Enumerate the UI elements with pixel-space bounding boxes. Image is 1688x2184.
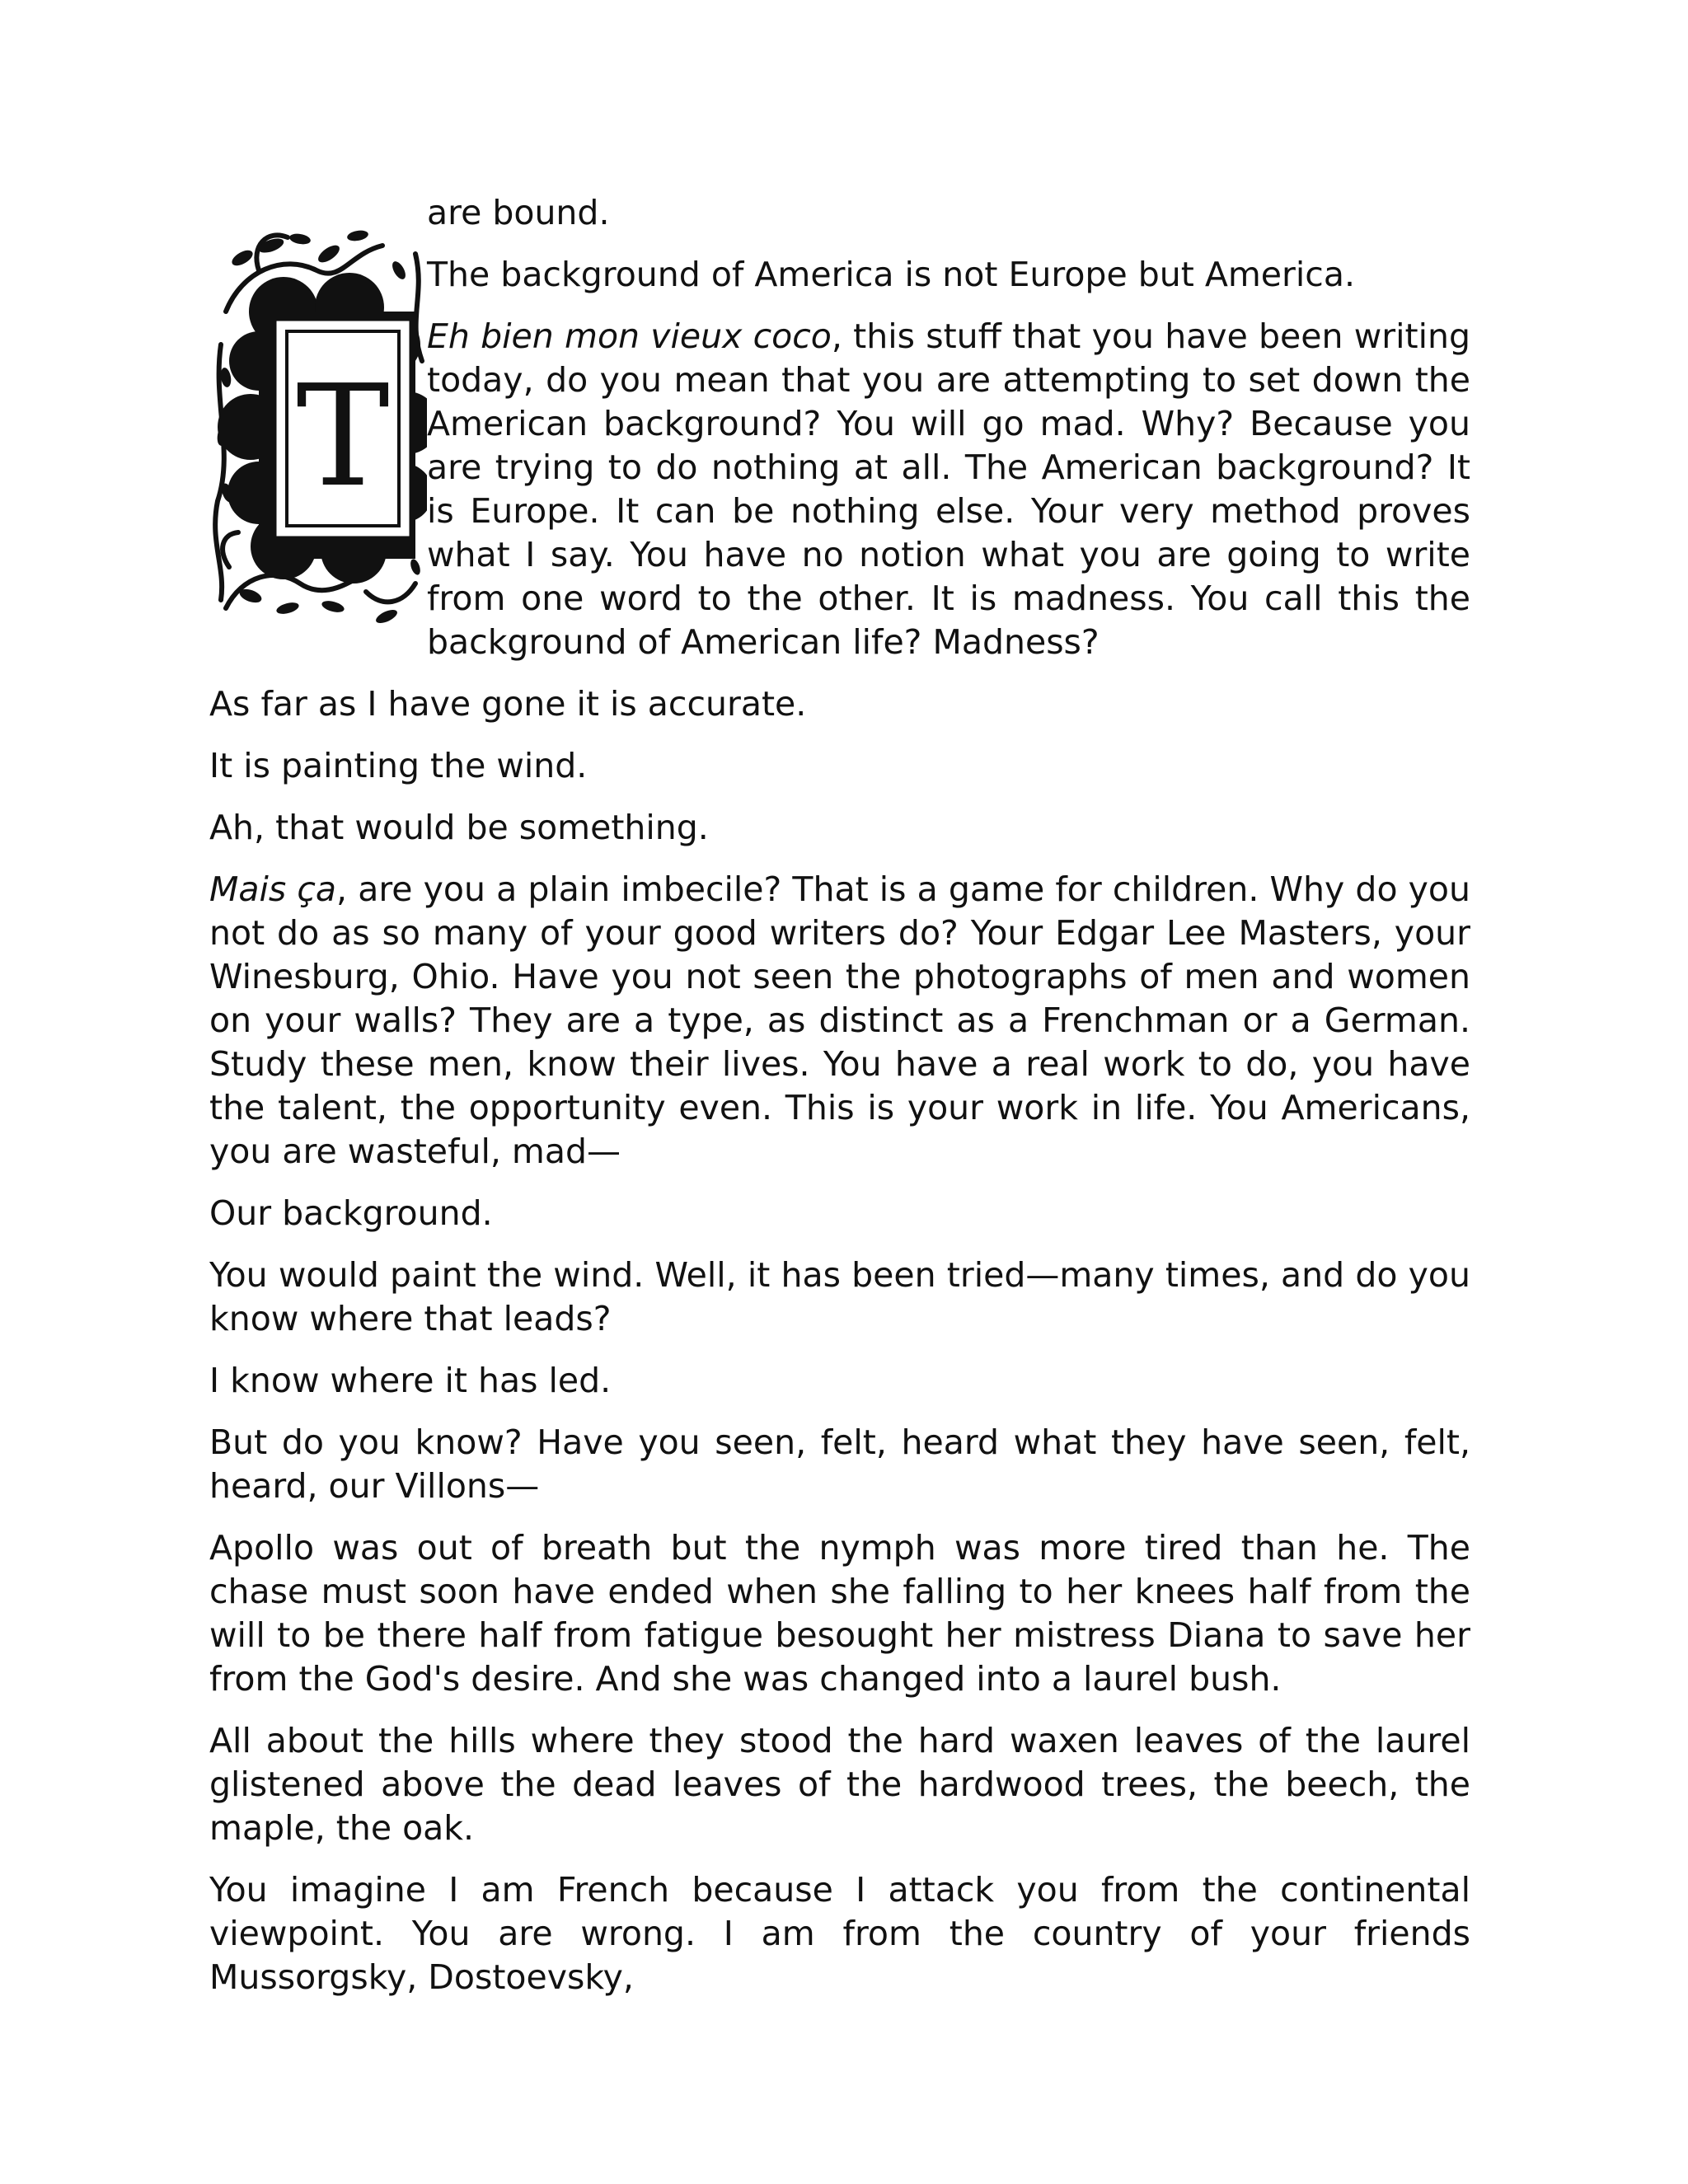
paragraph: Eh bien mon vieux coco, this stuff that you have been writing today, do you mean that you are attempting to set down the American background? You will go mad. Why? Because you are trying to do nothing at all. The American background? It is Europe. It can be nothing else. Your very method proves what I say. You have no notion what you are going to write from one word to the other. It is madness. You call this the background of American life? Madness?: [427, 316, 1470, 662]
drop-cap-letter: T: [296, 355, 390, 518]
paragraph: Ah, that would be something.: [209, 808, 709, 847]
paragraph: The background of America is not Europe but America.: [427, 255, 1355, 294]
paragraph: You would paint the wind. Well, it has been tried—many times, and do you know where that leads?: [209, 1255, 1470, 1338]
italic-phrase: Mais ça: [209, 869, 337, 909]
paragraph: All about the hills where they stood the hard waxen leaves of the laurel glistened above the dead leaves of the hardwood trees, the beech, the maple, the oak.: [209, 1721, 1470, 1848]
paragraph: are bound.: [427, 193, 610, 232]
paragraph: It is painting the wind.: [209, 746, 588, 785]
italic-phrase: Eh bien mon vieux coco: [427, 316, 832, 356]
paragraph: Apollo was out of breath but the nymph was more tired than he. The chase must soon have ended when she falling to her knees half from the will to be there half from fatigue besought her mistress Diana to save her from the God's desire. And she was changed into a laurel bush.: [209, 1528, 1470, 1699]
floral-drop-cap-ornament-icon: [209, 221, 427, 635]
paragraph: But do you know? Have you seen, felt, heard what they have seen, felt, heard, our Villons—: [209, 1422, 1470, 1506]
paragraph: As far as I have gone it is accurate.: [209, 684, 807, 724]
paragraph: I know where it has led.: [209, 1361, 612, 1400]
paragraph: You imagine I am French because I attack you from the continental viewpoint. You are wrong. I am from the country of your friends Mussorgsky, Dostoevsky,: [209, 1870, 1470, 1997]
paragraph: Our background.: [209, 1193, 493, 1233]
paragraph: Mais ça, are you a plain imbecile? That is a game for children. Why do you not do as so many of your good writers do? Your Edgar Lee Masters, your Winesburg, Ohio. Have you not seen the photographs of men and women on your walls? They are a type, as distinct as a Frenchman or a German. Study these men, know their lives. You have a real work to do, you have the talent, the opportunity even. This is your work in life. You Americans, you are wasteful, mad—: [209, 869, 1470, 1171]
